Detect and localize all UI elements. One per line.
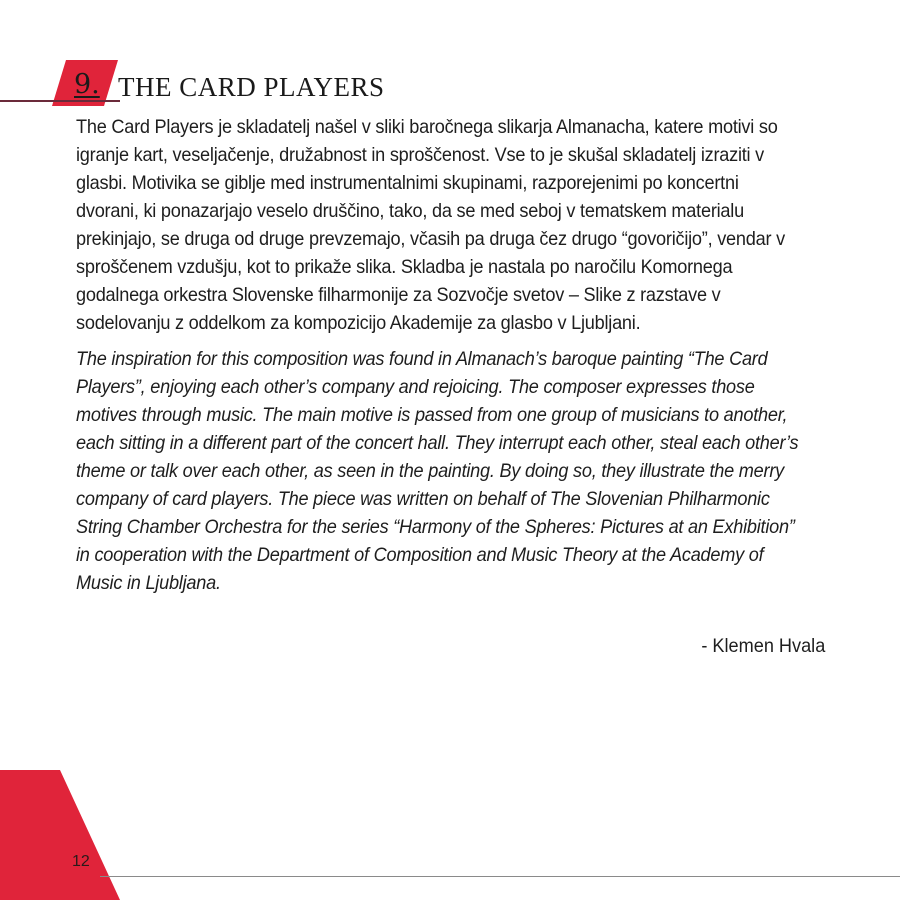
red-corner-polygon: [0, 770, 120, 900]
english-description: The inspiration for this composition was found in Almanach’s baroque painting “The Card Players”, enjoying each other’s company and rejoicing. The composer expresses those motives through music. The main motive is passed from one group of musicians to another, each sitting in a different part of the concert hall. They interrupt each other, steal each other’s theme or talk over each other, as seen in the painting. By doing so, they illustrate the merry company of card players. The piece was written on behalf of The Slovenian Philharmonic String Chamber Orchestra for the series “Harmony of the Spheres: Pictures at an Exhibition” in cooperation with the Department of Composition and Music Theory at the Academy of Music in Ljubljana.: [76, 348, 799, 594]
header-rule: [0, 100, 120, 102]
page-number: 12: [72, 853, 90, 870]
footer-rule: [100, 876, 900, 877]
section-number: 9.: [74, 69, 100, 100]
slovenian-description: The Card Players je skladatelj našel v sliki baročnega slikarja Almanacha, katere motivi so igranje kart, veseljačenje, družabnost in sproščenost. Vse to je skušal skladatelj izraziti v glasbi. Motivika se giblje med instrumentalnimi skupinami, razporejenimi po koncertni dvorani, ki ponazarjajo veselo druščino, tako, da se med seboj v tematskem materialu prekinjajo, se druga od druge prevzemajo, včasih pa druga čez drugo “govoričijo”, vendar v sproščenem vzdušju, kot to prikaže slika. Skladba je nastala po naročilu Komornega godalnega orkestra Slovenske filharmonije za Sozvočje svetov – Slike z razstave v sodelovanju z oddelkom za kompozicijo Akademije za glasbo v Ljubljani.: [76, 116, 785, 334]
red-corner-shape: [0, 770, 120, 900]
section-title: THE CARD PLAYERS: [118, 72, 385, 102]
author-signature: - Klemen Hvala: [701, 635, 825, 657]
